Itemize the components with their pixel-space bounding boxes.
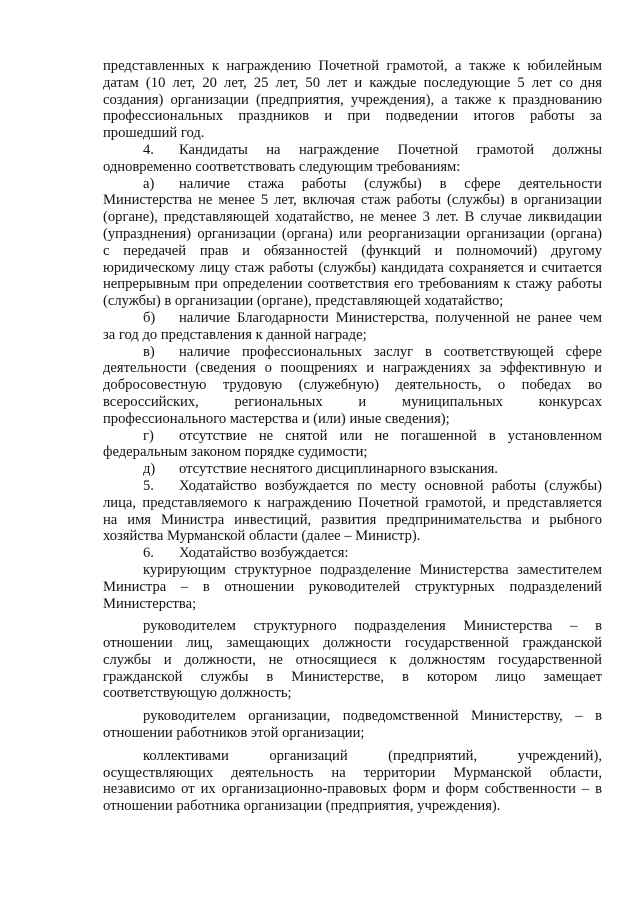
item-text: отсутствие не снятой или не погашенной в установленном: [179, 427, 602, 444]
item-number: 5.: [143, 477, 154, 494]
text-line: профессионального мастерства и (или) иные сведения);: [103, 410, 450, 427]
item-number: 6.: [143, 545, 154, 562]
text-line: коллективами организаций (предприятий, учреждений),: [143, 747, 602, 764]
text-line: соответствующую должность;: [103, 685, 292, 702]
text-line: федеральным законом порядке судимости;: [103, 444, 368, 461]
text-line: прошедший год.: [103, 125, 205, 142]
text-line: всероссийских, региональных и муниципальных конкурсах: [103, 393, 602, 410]
text-line: руководителем организации, подведомственной Министерству, – в: [143, 708, 602, 725]
item-number: в): [143, 343, 155, 360]
text-line: осуществляющих деятельность на территории Мурманской области,: [103, 764, 602, 781]
text-line: (службы) в организации (органе), представляющей ходатайство;: [103, 293, 504, 310]
text-line: представленных к награждению Почетной грамотой, а также к юбилейным: [103, 58, 602, 74]
text-line: [103, 478, 602, 495]
text-line: руководителем структурного подразделения Министерства – в: [143, 618, 602, 635]
item-text: отсутствие неснятого дисциплинарного взыскания.: [179, 461, 498, 478]
text-line: [103, 176, 602, 193]
text-line: отношении лиц, замещающих должности государственной гражданской: [103, 635, 602, 652]
item-text: наличие Благодарности Министерства, полученной не ранее чем: [179, 309, 602, 326]
text-line: добросовестную трудовую (служебную) деятельность, о победах во: [103, 377, 602, 394]
text-line: [103, 142, 602, 159]
text-line: [103, 461, 602, 478]
item-number: а): [143, 175, 155, 192]
text-line: Министерства не менее 5 лет, включая стаж работы (службы) в организации: [103, 192, 602, 209]
text-line: отношении работника организации (предприятия, учреждения).: [103, 798, 501, 815]
item-text: наличие профессиональных заслуг в соответствующей сфере: [179, 343, 602, 360]
text-line: курирующим структурное подразделение Министерства заместителем: [143, 561, 602, 578]
text-line: Министра – в отношении руководителей структурных подразделений: [103, 578, 602, 595]
text-line: юридическому лицу стаж работы (службы) кандидата сохраняется и считается: [103, 259, 602, 276]
text-line: за год до представления к данной награде;: [103, 326, 367, 343]
text-line: с передачей прав и обязанностей (функций и полномочий) другому: [103, 242, 602, 259]
text-line: хозяйства Мурманской области (далее – Министр).: [103, 528, 421, 545]
item-text: наличие стажа работы (службы) в сфере деятельности: [179, 175, 602, 192]
text-line: службы и должности, не относящиеся к должностям государственной: [103, 651, 602, 668]
item-number: 4.: [143, 141, 154, 158]
text-line: гражданской службы в Министерстве, в котором лицо замещает: [103, 668, 602, 685]
text-line: лица, представляемого к награждению Почетной грамотой, и представляется: [103, 494, 602, 511]
item-number: д): [143, 461, 156, 478]
text-line: [103, 310, 602, 327]
item-number: г): [143, 427, 154, 444]
text-line: [103, 344, 602, 361]
text-line: профессиональных праздников и при подведении итогов работы за: [103, 108, 602, 125]
text-line: на имя Министра инвестиций, развития предпринимательства и рыбного: [103, 511, 602, 528]
text-line: [103, 428, 602, 445]
text-line: (органе), представляющей ходатайство, не менее 3 лет. В случае ликвидации: [103, 209, 602, 226]
item-text: Ходатайство возбуждается по месту основной работы (службы): [179, 477, 602, 494]
text-line: Министерства;: [103, 595, 197, 612]
text-line: одновременно соответствовать следующим требованиям:: [103, 158, 461, 175]
text-line: деятельности (сведения о поощрениях и награждениях за эффективную и: [103, 360, 602, 377]
text-line: отношении работников этой организации;: [103, 725, 365, 742]
item-text: Кандидаты на награждение Почетной грамотой должны: [179, 141, 602, 158]
text-line: непрерывным при определении соответствия его требованиям к стажу работы: [103, 276, 602, 293]
text-line: [103, 545, 602, 562]
text-line: создания) организации (предприятия, учреждения), а также к празднованию: [103, 91, 602, 108]
text-line: независимо от их организационно-правовых форм и форм собственности – в: [103, 781, 602, 798]
text-line: (упразднения) организации (органа) или реорганизации организации (органа): [103, 225, 602, 242]
item-text: Ходатайство возбуждается:: [179, 545, 349, 562]
text-line: датам (10 лет, 20 лет, 25 лет, 50 лет и каждые последующие 5 лет со дня: [103, 74, 602, 91]
item-number: б): [143, 309, 156, 326]
